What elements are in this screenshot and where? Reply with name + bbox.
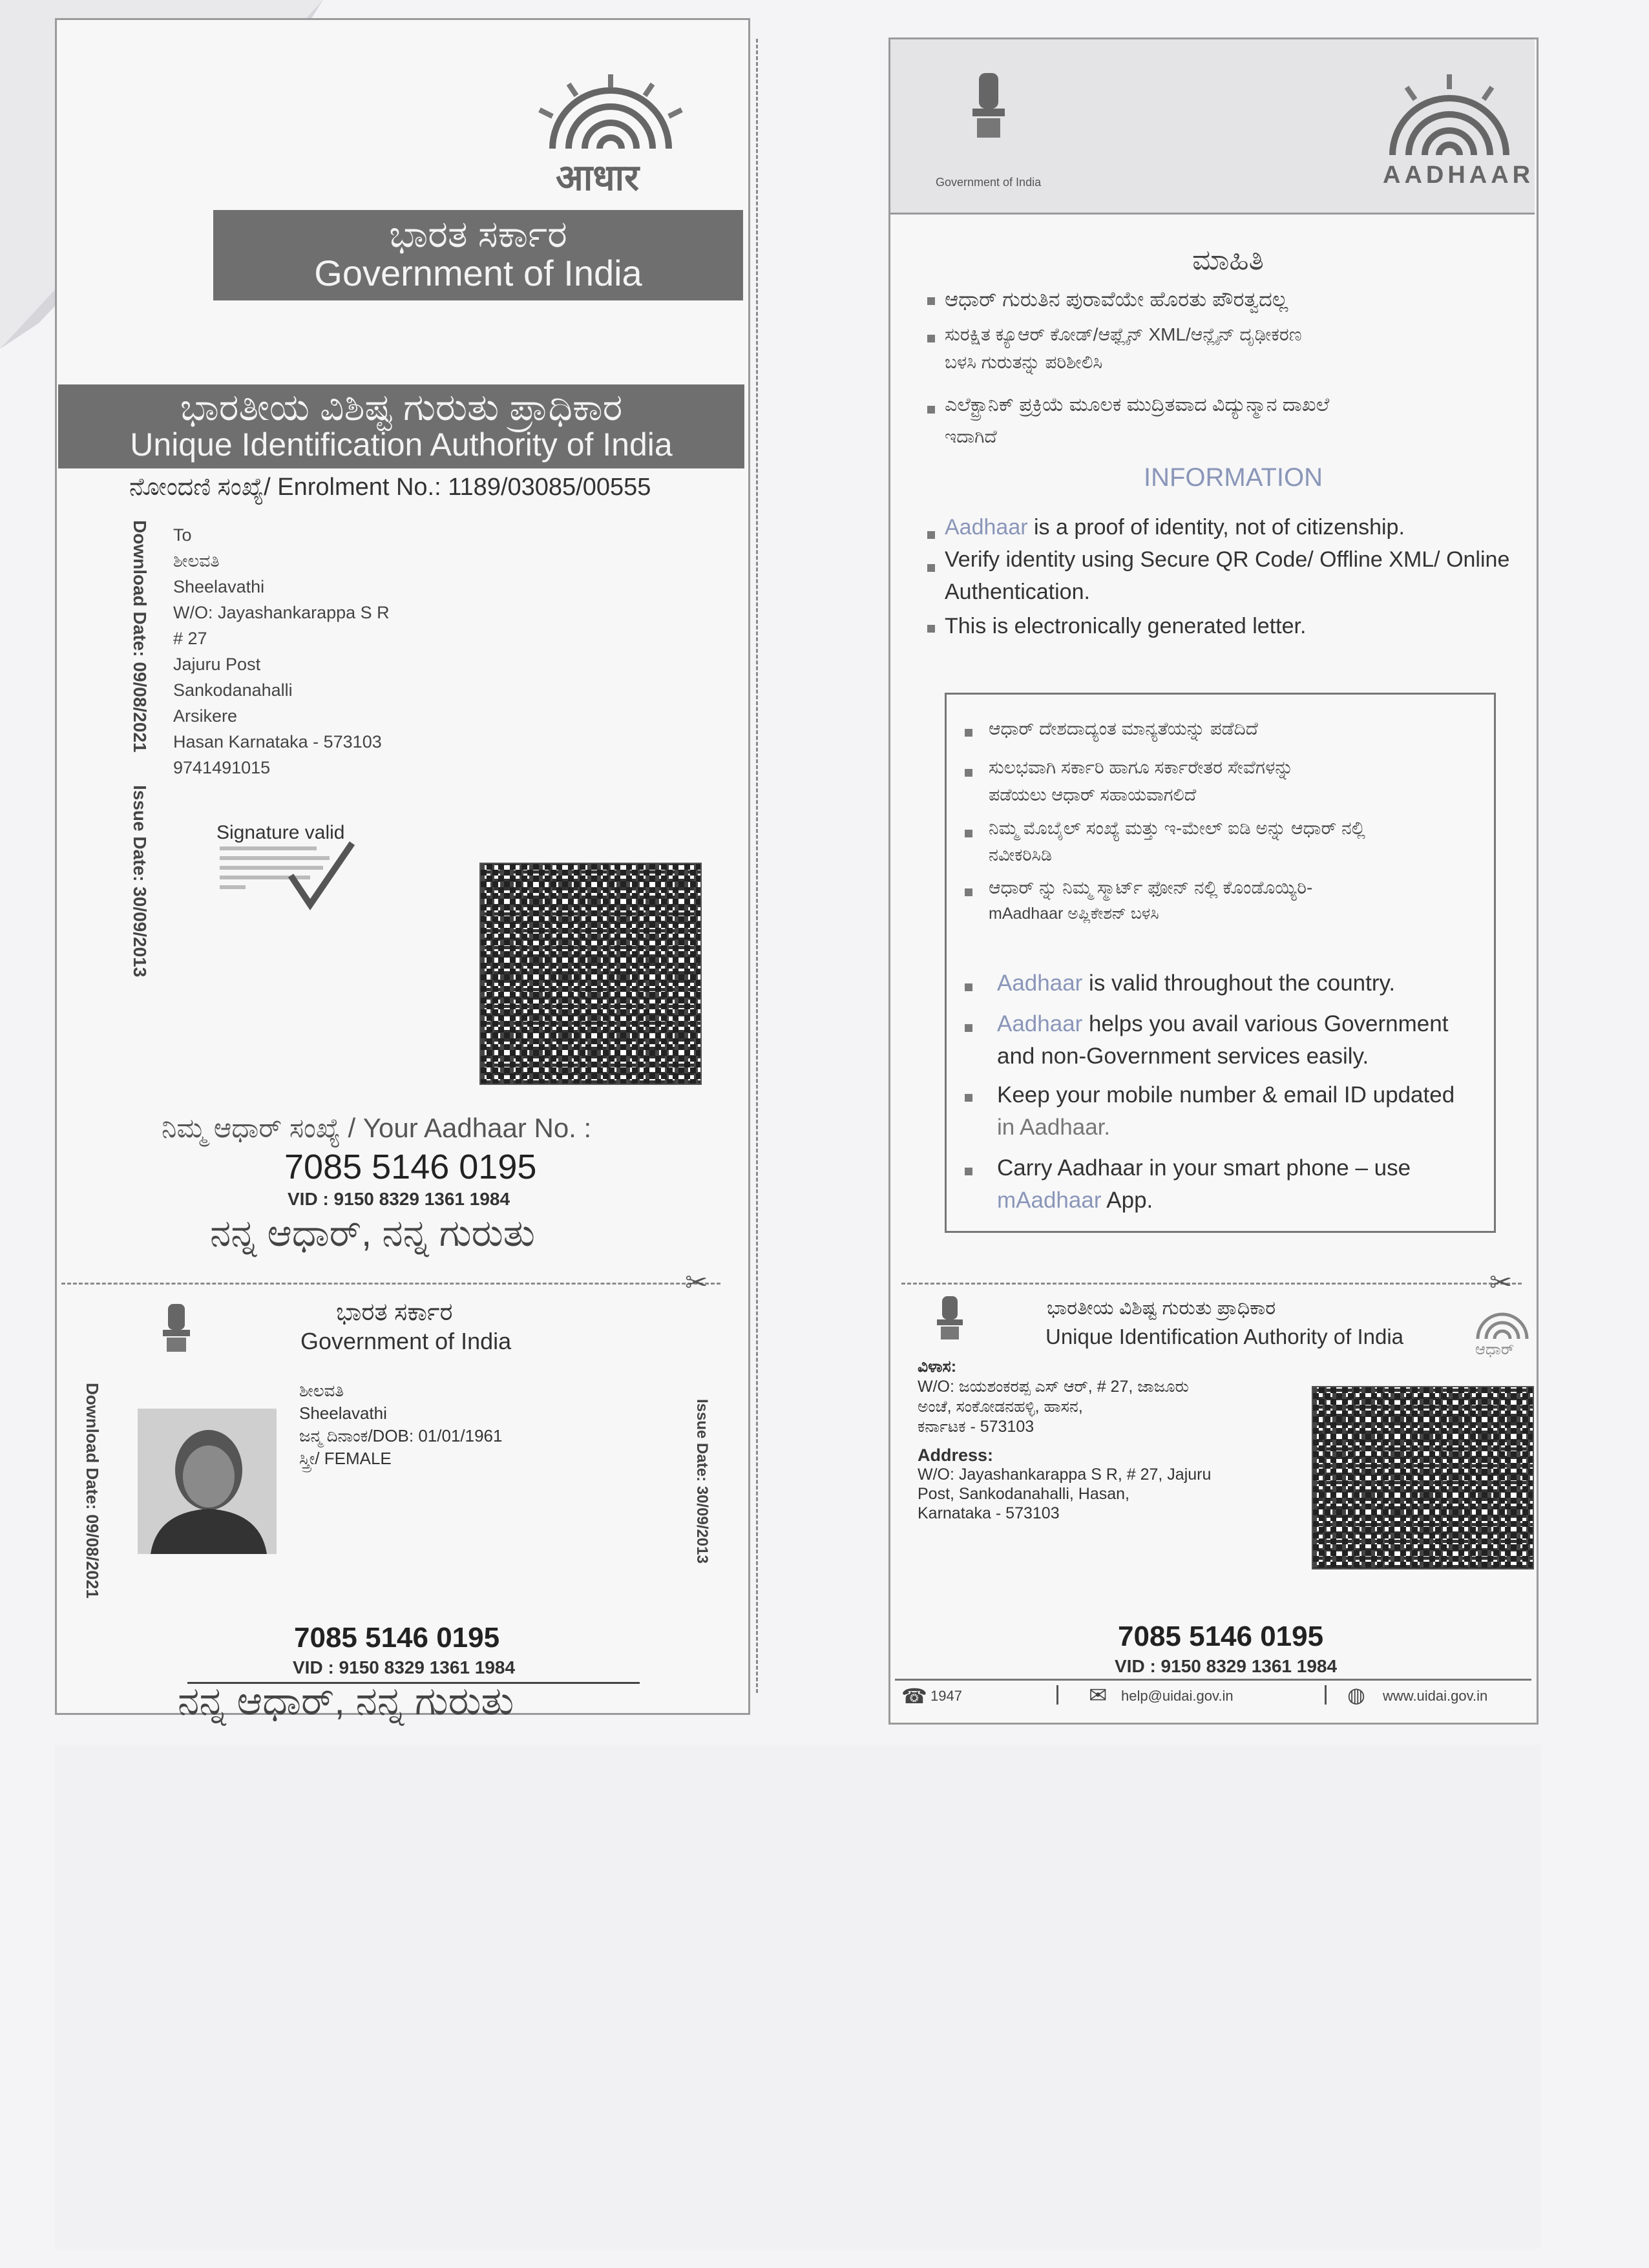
aadhaar-word: Aadhaar <box>945 515 1028 540</box>
bullet <box>927 625 935 633</box>
gov-en: Government of India <box>314 252 642 293</box>
scissors-icon: ✂ <box>685 1267 708 1297</box>
info-kn-title: ಮಾಹಿತಿ <box>1192 244 1264 276</box>
box-item <box>997 1188 1153 1213</box>
card-gov-kn: ಭಾರತ ಸರ್ಕಾರ <box>336 1299 453 1326</box>
national-emblem-icon <box>154 1299 199 1363</box>
address-line: Sheelavathi <box>173 577 265 596</box>
holder-photo <box>138 1409 277 1554</box>
bullet <box>927 564 935 572</box>
box-kn-item: ಆಧಾರ್ ದೇಶದಾದ್ಯಂತ ಮಾನ್ಯತೆಯನ್ನು ಪಡೆದಿದೆ <box>989 719 1258 739</box>
national-emblem-icon <box>930 1292 969 1350</box>
signature-check-icon <box>220 840 368 918</box>
bullet <box>965 1168 972 1175</box>
website: www.uidai.gov.in <box>1383 1688 1488 1704</box>
card-address-en <box>918 1445 1211 1523</box>
card-dob: ಜನ್ಮ ದಿನಾಂಕ/DOB: 01/01/1961 <box>299 1426 503 1445</box>
address-kn-line: ಅಂಚೆ, ಸಂಕೋಡನಹಳ್ಳಿ, ಹಾಸನ, <box>918 1398 1083 1416</box>
card-vid: VID : 9150 8329 1361 1984 <box>1115 1656 1338 1676</box>
aadhaar-logo-text: आधार <box>556 157 640 198</box>
info-kn-item: ಬಳಸಿ ಗುರುತನ್ನು ಪರಿಶೀಲಿಸಿ <box>945 352 1103 372</box>
vid-number: VID : 9150 8329 1361 1984 <box>288 1189 510 1209</box>
recipient-address <box>173 522 390 781</box>
box-item-text: is valid throughout the country. <box>1082 971 1396 996</box>
info-item: Verify identity using Secure QR Code/ Offline XML/ Online <box>945 547 1510 572</box>
card-aadhaar-number: 7085 5146 0195 <box>1118 1621 1324 1652</box>
address-line: 9741491015 <box>173 758 271 777</box>
qr-code <box>1312 1386 1534 1570</box>
address-line: ಶೀಲವತಿ <box>173 551 220 571</box>
email-icon: ✉ <box>1089 1683 1108 1708</box>
emblem-caption: Government of India <box>936 176 1042 189</box>
email-address: help@uidai.gov.in <box>1121 1688 1234 1704</box>
phone-icon: ☎ <box>901 1685 927 1708</box>
address-kn-line: W/O: ಜಯಶಂಕರಪ್ಪ ಎಸ್ ಆರ್, # 27, ಜಾಜೂರು <box>918 1378 1189 1396</box>
tagline: ನನ್ನ ಆಧಾರ್, ನನ್ನ ಗುರುತು <box>210 1212 535 1254</box>
national-emblem-icon <box>963 68 1014 155</box>
bullet <box>965 729 972 737</box>
globe-icon: ◍ <box>1347 1683 1365 1706</box>
aadhaar-fingerprint-icon <box>1373 71 1525 162</box>
uidai-en: Unique Identification Authority of India <box>130 426 673 463</box>
address-line: Jajuru Post <box>173 655 261 674</box>
aadhaar-small-logo-text: ಆಧಾರ್ <box>1475 1341 1515 1358</box>
cut-line-left-h <box>61 1283 720 1285</box>
uidai-kn: ಭಾರತೀಯ ವಿಶಿಷ್ಟ ಗುರುತು ಪ್ರಾಧಿಕಾರ <box>180 386 623 428</box>
issue-date: Issue Date: 30/09/2013 <box>130 785 150 978</box>
bullet <box>965 830 972 837</box>
phone-number: 1947 <box>930 1688 962 1704</box>
your-aadhaar-label: ನಿಮ್ಮ ಆಧಾರ್ ಸಂಖ್ಯೆ / Your Aadhaar No. : <box>162 1113 592 1143</box>
info-kn-item: ಸುರಕ್ಷಿತ ಕ್ಯೂಆರ್ ಕೋಡ್/ಆಫ್ಲೈನ್ XML/ಆನ್ಲೈನ್ ದೃಢೀಕರಣ <box>945 324 1302 344</box>
info-item: This is electronically generated letter. <box>945 614 1307 638</box>
card-issue-date: Issue Date: 30/09/2013 <box>693 1399 711 1564</box>
page-lower-area <box>55 1745 1541 2249</box>
bullet <box>927 297 935 305</box>
cut-line-right-h <box>901 1283 1522 1285</box>
card-uidai-en: Unique Identification Authority of India <box>1045 1325 1404 1349</box>
gov-kn: ಭಾರತ ಸರ್ಕಾರ <box>389 213 567 255</box>
bullet <box>927 531 935 539</box>
bullet <box>965 769 972 777</box>
contact-divider <box>1325 1685 1327 1705</box>
card-aadhaar-number: 7085 5146 0195 <box>294 1622 500 1654</box>
address-label: Address: <box>918 1445 994 1465</box>
info-kn-item: ಇದಾಗಿದೆ <box>945 426 997 446</box>
card-address-kn <box>918 1357 1189 1437</box>
address-kn-line: ಕರ್ನಾಟಕ - 573103 <box>918 1418 1035 1436</box>
card-download-date: Download Date: 09/08/2021 <box>83 1383 102 1599</box>
address-line: # 27 <box>173 629 207 648</box>
contact-divider <box>1056 1685 1058 1705</box>
bullet <box>965 1094 972 1102</box>
address-line: Karnataka - 573103 <box>918 1504 1060 1522</box>
cut-line-left-v <box>756 39 758 1693</box>
address-line: Sankodanahalli <box>173 680 293 700</box>
address-line: Post, Sankodanahalli, Hasan, <box>918 1485 1129 1503</box>
box-item: Keep your mobile number & email ID updated <box>997 1082 1455 1108</box>
gov-banner <box>213 210 743 300</box>
address-line: W/O: Jayashankarappa S R <box>173 603 390 622</box>
info-item-text: is a proof of identity, not of citizenship. <box>1027 515 1405 540</box>
info-kn-item: ಆಧಾರ್ ಗುರುತಿನ ಪುರಾವೆಯೇ ಹೊರತು ಪೌರತ್ವದಲ್ಲ <box>945 288 1288 311</box>
scissors-icon: ✂ <box>1489 1267 1513 1297</box>
enrolment-number: ನೋಂದಣಿ ಸಂಖ್ಯೆ/ Enrolment No.: 1189/03085/00555 <box>129 474 651 501</box>
bullet <box>927 335 935 342</box>
box-kn-item: ಆಧಾರ್ ನ್ನು ನಿಮ್ಮ ಸ್ಮಾರ್ಟ್ ಫೋನ್ ನಲ್ಲಿ ಕೊಂಡೊಯ್ಯಿರಿ- <box>989 877 1313 898</box>
address-line: To <box>173 525 192 545</box>
box-item: in Aadhaar. <box>997 1115 1111 1140</box>
box-item <box>997 1011 1448 1037</box>
maadhaar-word: mAadhaar <box>997 1188 1102 1213</box>
card-uidai-kn: ಭಾರತೀಯ ವಿಶಿಷ್ಟ ಗುರುತು ಪ್ರಾಧಿಕಾರ <box>1047 1297 1276 1319</box>
info-title: INFORMATION <box>1144 463 1323 492</box>
box-item <box>997 971 1395 996</box>
bullet <box>965 983 972 991</box>
info-item: Authentication. <box>945 580 1090 604</box>
aadhaar-logo <box>530 71 691 198</box>
box-kn-item: ಪಡೆಯಲು ಆಧಾರ್ ಸಹಾಯವಾಗಲಿದೆ <box>989 785 1197 804</box>
info-item <box>945 515 1405 540</box>
aadhaar-number: 7085 5146 0195 <box>284 1148 537 1186</box>
aadhaar-small-logo <box>1470 1305 1535 1363</box>
address-line: W/O: Jayashankarappa S R, # 27, Jajuru <box>918 1465 1212 1484</box>
box-item: Carry Aadhaar in your smart phone – use <box>997 1155 1411 1181</box>
bullet <box>965 1024 972 1032</box>
aadhaar-logo-text: AADHAAR <box>1383 162 1535 189</box>
aadhaar-word: Aadhaar <box>997 971 1083 996</box>
box-kn-item: mAadhaar ಅಪ್ಲಿಕೇಶನ್ ಬಳಸಿ <box>989 905 1159 923</box>
aadhaar-fingerprint-icon <box>530 71 691 155</box>
aadhaar-fingerprint-icon <box>1470 1305 1535 1341</box>
box-kn-item: ನವೀಕರಿಸಿಡಿ <box>989 845 1052 865</box>
card-gov-en: Government of India <box>300 1328 512 1354</box>
card-holder-details <box>299 1380 502 1470</box>
download-date: Download Date: 09/08/2021 <box>130 520 150 753</box>
box-kn-item: ಸುಲಭವಾಗಿ ಸರ್ಕಾರಿ ಹಾಗೂ ಸರ್ಕಾರೇತರ ಸೇವೆಗಳನ್ನು <box>989 757 1294 777</box>
card-name-kn: ಶೀಲವತಿ <box>299 1381 344 1400</box>
uidai-banner <box>58 384 744 468</box>
info-kn-item: ಎಲೆಕ್ಟ್ರಾನಿಕ್ ಪ್ರಕ್ರಿಯೆ ಮೂಲಕ ಮುದ್ರಿತವಾದ ವಿದ್ಯುನ್ಮಾನ ದಾಖಲೆ <box>945 394 1330 415</box>
box-item: and non-Government services easily. <box>997 1044 1369 1069</box>
address-line: Arsikere <box>173 706 238 726</box>
address-line: Hasan Karnataka - 573103 <box>173 732 382 751</box>
bullet <box>965 888 972 896</box>
bullet <box>927 406 935 414</box>
address-kn-label: ವಿಳಾಸ: <box>918 1358 957 1376</box>
card-name-en: Sheelavathi <box>299 1403 387 1423</box>
card-vid: VID : 9150 8329 1361 1984 <box>293 1657 516 1677</box>
box-item-text: helps you avail various Government <box>1082 1011 1449 1036</box>
card-tagline: ನನ್ನ ಆಧಾರ್, ನನ್ನ ಗುರುತು <box>178 1679 514 1723</box>
aadhaar-word: Aadhaar <box>997 1011 1083 1036</box>
signature-status: Signature valid <box>216 822 345 843</box>
aadhaar-logo <box>1373 71 1535 194</box>
box-kn-item: ನಿಮ್ಮ ಮೊಬೈಲ್ ಸಂಖ್ಯೆ ಮತ್ತು ಇ-ಮೇಲ್ ಐಡಿ ಅನ್ನು ಆಧಾರ್ ನಲ್ಲಿ <box>989 818 1365 838</box>
card-gender: ಸ್ತ್ರೀ/ FEMALE <box>299 1449 392 1468</box>
box-item-text: App. <box>1101 1188 1153 1213</box>
qr-code <box>479 863 702 1085</box>
